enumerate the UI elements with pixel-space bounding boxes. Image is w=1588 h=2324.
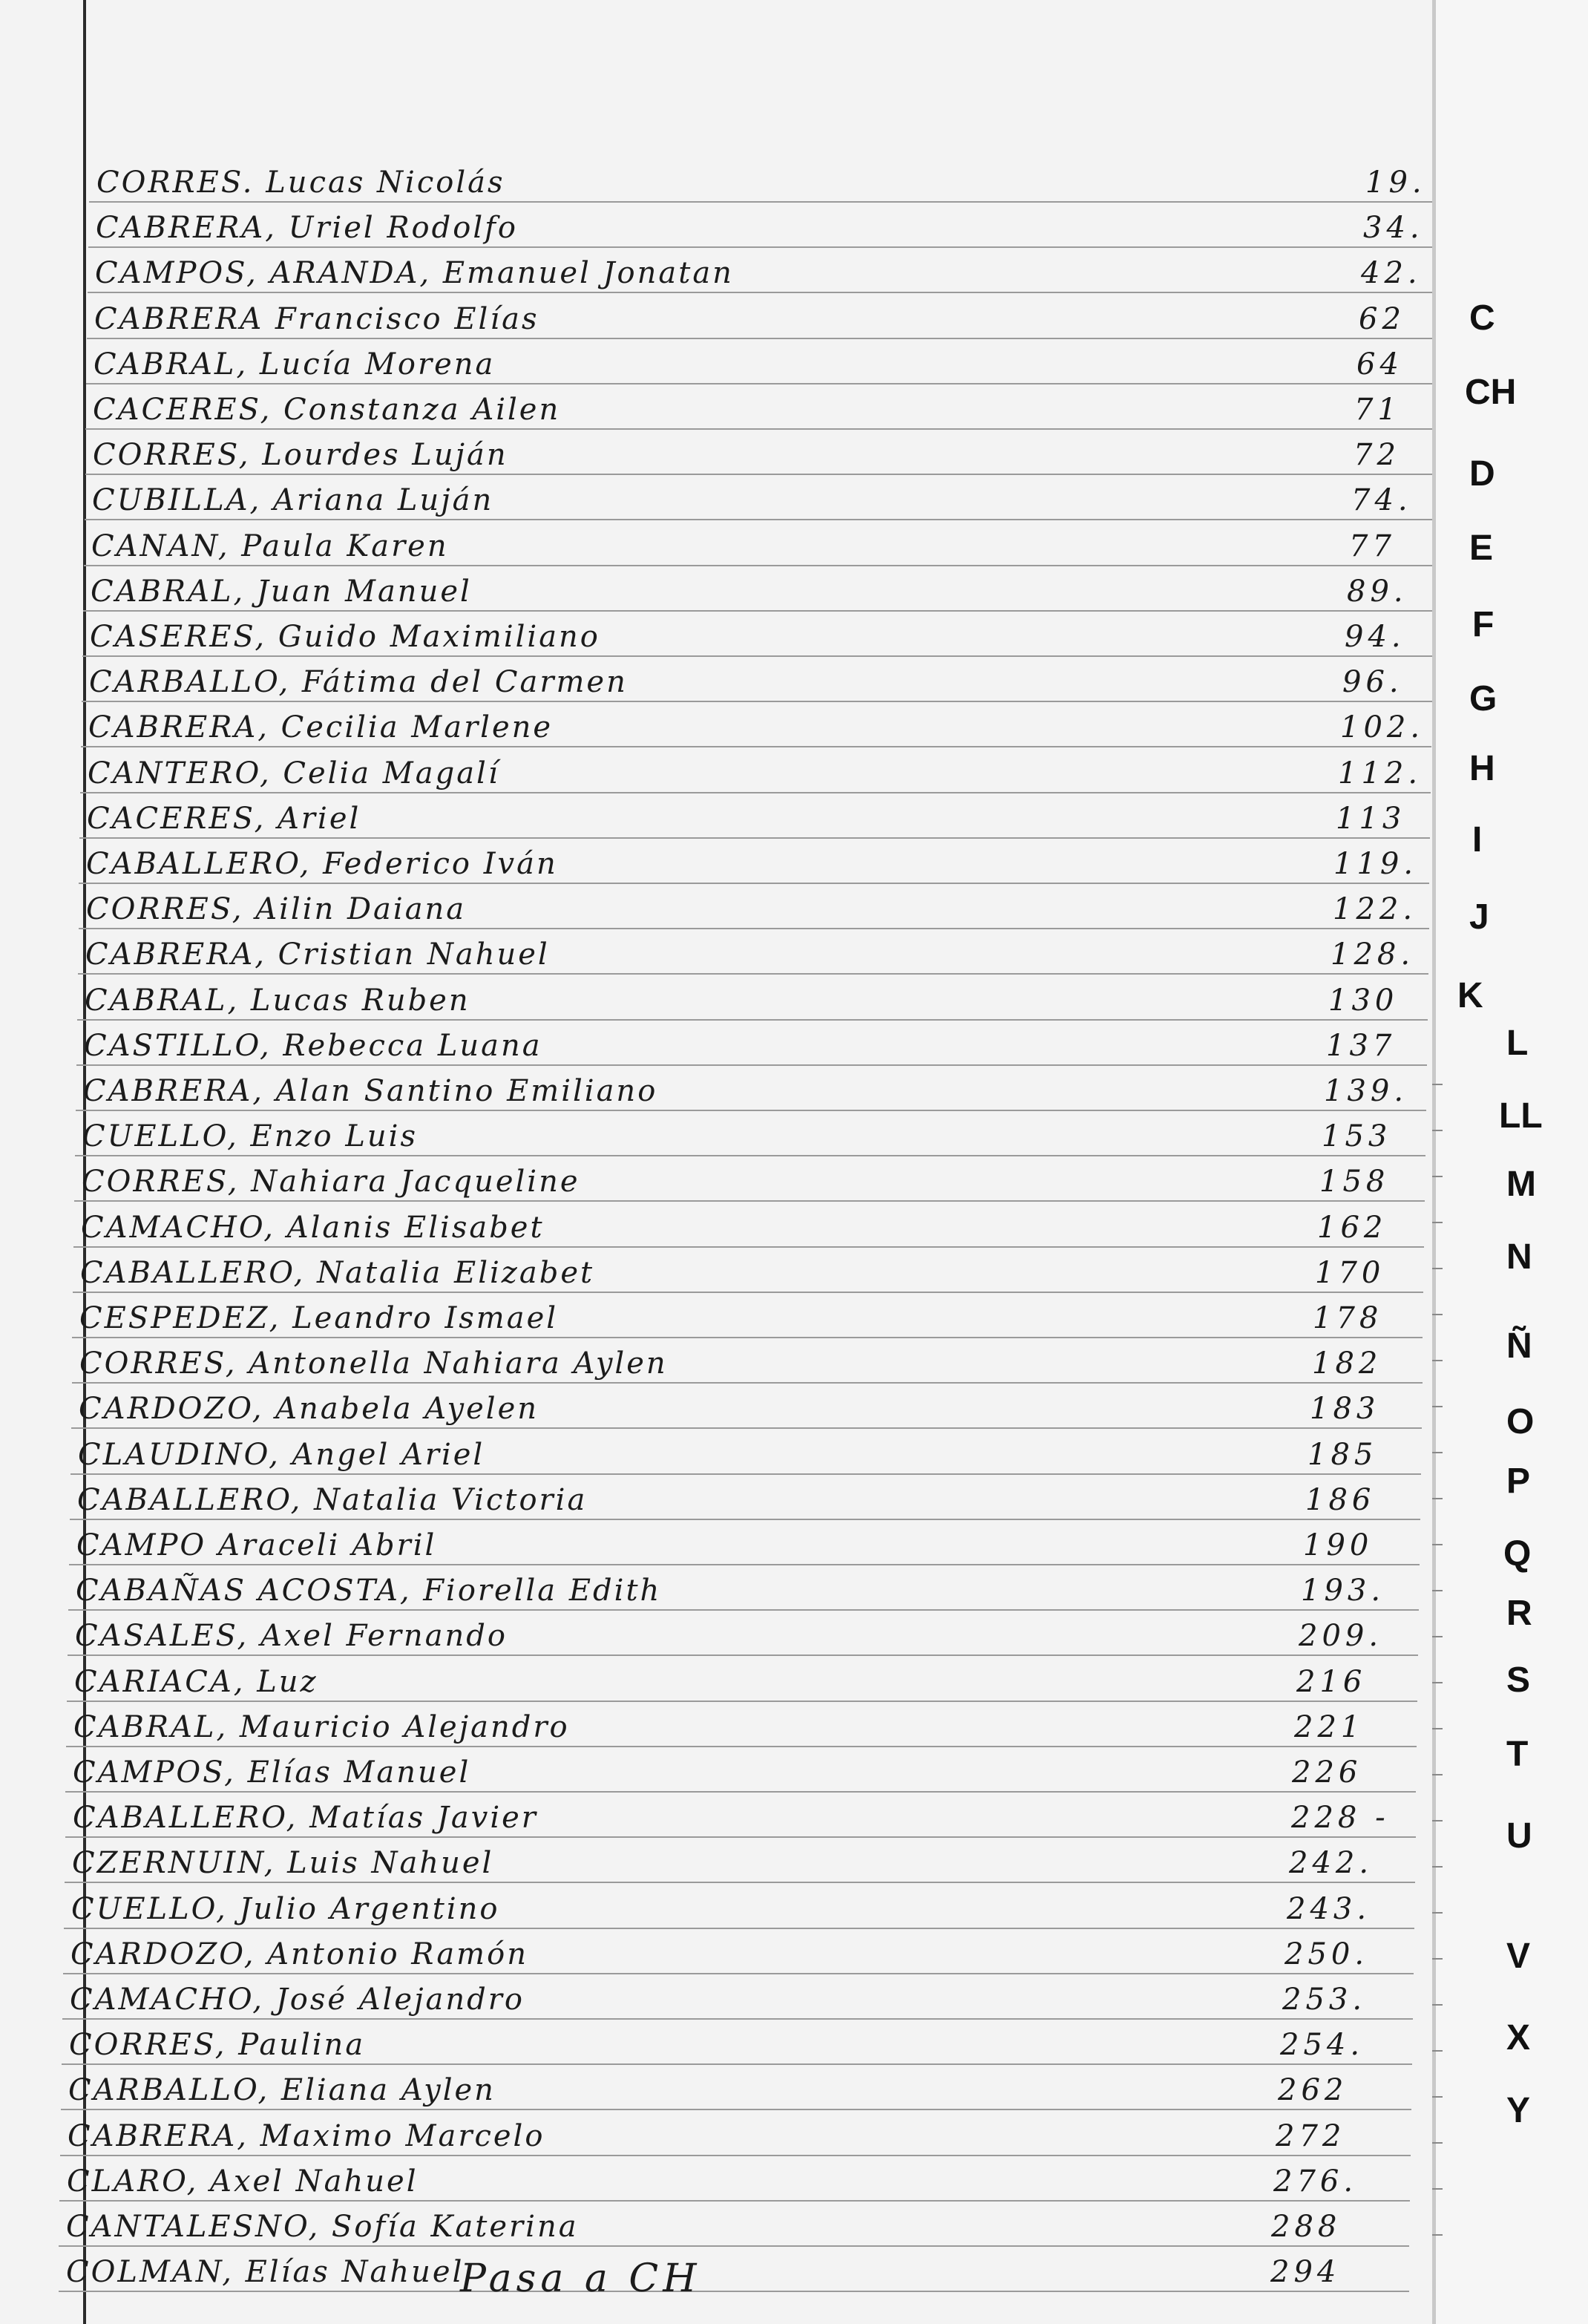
- entry-name: CABRERA, Cristian Nahuel: [85, 937, 550, 972]
- index-tab: O: [1506, 1402, 1535, 1441]
- entry-number: 158: [1319, 1165, 1390, 1199]
- list-item: [77, 974, 1428, 1021]
- list-item: [73, 1246, 1423, 1293]
- index-tab: L: [1506, 1024, 1529, 1063]
- list-item: [88, 201, 1439, 248]
- entry-number: 62: [1359, 301, 1405, 336]
- list-item: [61, 2063, 1411, 2110]
- entry-number: 130: [1328, 983, 1399, 1018]
- tab-divider: [1432, 2096, 1443, 2098]
- tab-divider: [1432, 1268, 1443, 1269]
- entry-number: 178: [1313, 1301, 1383, 1335]
- entry-number: 137: [1326, 1028, 1397, 1063]
- entry-number: 190: [1303, 1528, 1374, 1562]
- entry-number: 216: [1296, 1664, 1367, 1699]
- entry-number: 128.: [1331, 937, 1415, 972]
- index-tab: P: [1506, 1461, 1531, 1501]
- entry-name: CAMPOS, Elías Manuel: [73, 1755, 471, 1790]
- index-tab: R: [1506, 1594, 1532, 1633]
- entry-name: CARBALLO, Eliana Aylen: [68, 2073, 496, 2108]
- list-item: [88, 246, 1438, 293]
- index-tab: T: [1506, 1735, 1529, 1774]
- index-tab: J: [1469, 897, 1489, 937]
- list-item: [74, 1155, 1425, 1202]
- entry-name: CASALES, Axel Fernando: [75, 1619, 508, 1654]
- index-tab: Y: [1506, 2091, 1531, 2130]
- entry-number: 94.: [1345, 620, 1405, 654]
- list-item: [86, 338, 1437, 384]
- list-item: [76, 1019, 1427, 1066]
- index-tab: K: [1457, 976, 1483, 1015]
- entry-name: CABALLERO, Matías Javier: [73, 1801, 538, 1836]
- entry-name: CABRERA, Uriel Rodolfo: [96, 211, 519, 246]
- list-item: [76, 1064, 1426, 1111]
- tab-divider: [1432, 1958, 1443, 1960]
- list-item: [65, 1791, 1416, 1838]
- index-tab: D: [1469, 454, 1495, 494]
- index-tab: E: [1469, 528, 1494, 568]
- list-item: [67, 1655, 1417, 1702]
- entry-number: 96.: [1342, 665, 1403, 700]
- list-item: [70, 1428, 1421, 1475]
- list-item: [81, 701, 1431, 747]
- list-item: [72, 1292, 1423, 1338]
- tab-divider: [1432, 1176, 1443, 1177]
- list-item: [75, 1110, 1425, 1156]
- entry-number: 228 -: [1291, 1801, 1390, 1836]
- entry-number: 139.: [1324, 1074, 1408, 1108]
- list-item: [85, 474, 1435, 520]
- list-item: [59, 2200, 1409, 2247]
- index-tab: Ñ: [1506, 1326, 1532, 1366]
- entry-name: CACERES, Ariel: [87, 801, 361, 836]
- entry-number: 19.: [1365, 166, 1426, 200]
- entry-number: 64: [1356, 347, 1403, 382]
- index-tab: M: [1506, 1165, 1536, 1204]
- list-item: [59, 2155, 1410, 2202]
- tab-divider: [1432, 1682, 1443, 1683]
- list-item: [62, 1973, 1413, 2020]
- tab-divider: [1432, 1314, 1443, 1315]
- list-item: [84, 520, 1434, 566]
- entry-name: CLARO, Axel Nahuel: [67, 2164, 419, 2199]
- entry-number: 34.: [1363, 211, 1424, 246]
- entry-number: 182: [1312, 1346, 1382, 1381]
- index-tab: S: [1506, 1660, 1531, 1700]
- list-item: [73, 1201, 1424, 1248]
- list-item: [87, 292, 1437, 339]
- list-item: [69, 1519, 1420, 1565]
- index-tab: V: [1506, 1937, 1531, 1976]
- entry-name: CZERNUIN, Luis Nahuel: [72, 1846, 494, 1881]
- tab-divider: [1432, 2188, 1443, 2190]
- entry-name: CORRES, Lourdes Luján: [93, 438, 508, 473]
- tab-divider: [1432, 1498, 1443, 1499]
- footer-note: Pasa a CH: [460, 2256, 701, 2301]
- tab-divider: [1432, 2004, 1443, 2006]
- list-item: [65, 1836, 1415, 1883]
- entry-name: CUELLO, Enzo Luis: [82, 1119, 418, 1154]
- entry-number: 185: [1308, 1437, 1378, 1472]
- tab-divider: [1432, 1452, 1443, 1453]
- index-tab: LL: [1499, 1096, 1543, 1136]
- tab-divider: [1432, 1360, 1443, 1361]
- index-tab: F: [1472, 605, 1495, 644]
- entry-name: CAMPO Araceli Abril: [76, 1528, 437, 1562]
- list-item: [60, 2109, 1411, 2156]
- entry-number: 226: [1292, 1755, 1362, 1790]
- alphabet-index-tabs: [1432, 0, 1588, 2324]
- entry-name: CABRAL, Lucas Ruben: [85, 983, 470, 1018]
- index-tab: Q: [1503, 1534, 1532, 1574]
- entry-name: CABRERA, Maximo Marcelo: [68, 2118, 545, 2153]
- list-item: [66, 1701, 1417, 1747]
- entry-number: 288: [1271, 2210, 1342, 2244]
- entry-number: 113: [1336, 801, 1406, 836]
- entry-number: 253.: [1282, 1983, 1367, 2017]
- entry-name: CANTERO, Celia Magalí: [88, 756, 500, 791]
- entry-name: CABALLERO, Natalia Elizabet: [80, 1255, 595, 1290]
- tab-divider: [1432, 1544, 1443, 1545]
- list-item: [59, 2245, 1409, 2292]
- entry-number: 183: [1310, 1392, 1380, 1427]
- entry-name: CARDOZO, Antonio Ramón: [70, 1937, 528, 1971]
- entry-name: CABRAL, Juan Manuel: [91, 574, 472, 609]
- list-item: [70, 1473, 1420, 1520]
- entry-number: 294: [1270, 2255, 1341, 2290]
- entry-name: COLMAN, Elías Nahuel: [66, 2255, 465, 2290]
- entry-name: CABALLERO, Federico Iván: [86, 847, 558, 881]
- entry-name: CUBILLA, Ariana Luján: [92, 483, 494, 518]
- entry-name: CAMACHO, José Alejandro: [70, 1983, 525, 2017]
- list-item: [82, 655, 1432, 702]
- index-tab: C: [1469, 298, 1495, 338]
- tab-divider: [1432, 1130, 1443, 1131]
- entry-name: CORRES, Nahiara Jacqueline: [82, 1165, 580, 1199]
- index-tab: G: [1469, 679, 1497, 719]
- list-item: [82, 610, 1433, 657]
- entry-number: 89.: [1347, 574, 1408, 609]
- list-item: [85, 383, 1436, 430]
- entry-name: CAMPOS, ARANDA, Emanuel Jonatan: [95, 256, 734, 291]
- list-item: [63, 1928, 1414, 1974]
- index-tab: N: [1506, 1237, 1532, 1277]
- entry-number: 71: [1354, 393, 1401, 427]
- entry-name: CARBALLO, Fátima del Carmen: [89, 665, 628, 700]
- entry-number: 112.: [1338, 756, 1423, 791]
- list-item: [89, 156, 1440, 203]
- entry-name: CORRES, Antonella Nahiara Aylen: [79, 1346, 668, 1381]
- list-item: [79, 837, 1429, 884]
- entry-name: CORRES, Ailin Daiana: [86, 892, 467, 927]
- entry-name: CLAUDINO, Angel Ariel: [78, 1437, 485, 1472]
- entry-name: CABALLERO, Natalia Victoria: [77, 1482, 588, 1517]
- tab-divider: [1432, 1222, 1443, 1223]
- entry-name: CORRES, Paulina: [69, 2028, 366, 2063]
- entry-number: 262: [1278, 2073, 1348, 2108]
- entry-name: CUELLO, Julio Argentino: [71, 1891, 500, 1926]
- entry-number: 254.: [1280, 2028, 1365, 2063]
- tab-divider: [1432, 2234, 1443, 2236]
- entry-number: 102.: [1340, 710, 1425, 745]
- entry-name: CARDOZO, Anabela Ayelen: [79, 1392, 539, 1427]
- tab-divider: [1432, 2050, 1443, 2052]
- index-tab: CH: [1465, 373, 1517, 412]
- entry-name: CANAN, Paula Karen: [91, 528, 449, 563]
- entry-number: 42.: [1361, 256, 1422, 291]
- entry-number: 119.: [1333, 847, 1418, 881]
- entry-number: 243.: [1287, 1891, 1371, 1926]
- entry-name: CASERES, Guido Maximiliano: [90, 620, 600, 654]
- entry-name: CABRERA, Alan Santino Emiliano: [83, 1074, 658, 1108]
- tab-divider: [1432, 1774, 1443, 1775]
- entry-name: CACERES, Constanza Ailen: [93, 393, 561, 427]
- entry-number: 250.: [1284, 1937, 1369, 1971]
- entry-number: 272: [1276, 2118, 1346, 2153]
- entry-name: CASTILLO, Rebecca Luana: [84, 1028, 542, 1063]
- entry-number: 72: [1354, 438, 1400, 473]
- list-item: [71, 1382, 1422, 1429]
- entry-number: 186: [1305, 1482, 1376, 1517]
- list-item: [79, 792, 1430, 839]
- entry-number: 162: [1317, 1210, 1388, 1245]
- entry-name: CABRERA, Cecilia Marlene: [88, 710, 554, 745]
- tab-divider: [1432, 1406, 1443, 1407]
- index-tab: X: [1506, 2018, 1531, 2058]
- tab-divider: [1432, 1590, 1443, 1591]
- entry-name: CARIACA, Luz: [74, 1664, 318, 1699]
- entry-number: 170: [1315, 1255, 1385, 1290]
- entry-number: 77: [1349, 528, 1396, 563]
- entry-name: CABAÑAS ACOSTA, Fiorella Edith: [76, 1574, 662, 1608]
- list-item: [68, 1564, 1419, 1611]
- list-item: [62, 2018, 1412, 2065]
- entry-number: 74.: [1351, 483, 1412, 518]
- entry-number: 122.: [1333, 892, 1417, 927]
- list-item: [79, 883, 1429, 929]
- list-item: [64, 1882, 1414, 1929]
- tab-divider: [1432, 1820, 1443, 1821]
- list-item: [68, 1609, 1418, 1656]
- entry-number: 153: [1322, 1119, 1392, 1154]
- list-item: [65, 1746, 1416, 1793]
- entry-name: CAMACHO, Alanis Elisabet: [81, 1210, 545, 1245]
- list-item: [80, 747, 1431, 793]
- tab-divider: [1432, 1728, 1443, 1729]
- tab-divider: [1432, 1636, 1443, 1637]
- entry-number: 242.: [1289, 1846, 1374, 1881]
- entry-name: CABRAL, Mauricio Alejandro: [73, 1709, 570, 1744]
- index-tab: U: [1506, 1816, 1532, 1856]
- tab-divider: [1432, 1866, 1443, 1868]
- index-tab: I: [1472, 820, 1483, 860]
- list-item: [85, 428, 1436, 475]
- entry-name: CESPEDEZ, Leandro Ismael: [79, 1301, 559, 1335]
- list-item: [72, 1337, 1423, 1384]
- tab-divider: [1432, 1084, 1443, 1085]
- entry-name: CABRAL, Lucía Morena: [93, 347, 496, 382]
- tab-divider: [1432, 2142, 1443, 2144]
- index-tab: H: [1469, 749, 1495, 788]
- entry-number: 193.: [1301, 1574, 1385, 1608]
- entry-name: CANTALESNO, Sofía Katerina: [66, 2210, 579, 2244]
- list-item: [78, 928, 1428, 975]
- entry-number: 209.: [1299, 1619, 1383, 1654]
- entry-name: CORRES. Lucas Nicolás: [96, 166, 505, 200]
- tab-divider: [1432, 1912, 1443, 1914]
- entry-number: 276.: [1273, 2164, 1358, 2199]
- entry-number: 221: [1294, 1709, 1365, 1744]
- list-item: [83, 565, 1434, 612]
- entry-name: CABRERA Francisco Elías: [94, 301, 539, 336]
